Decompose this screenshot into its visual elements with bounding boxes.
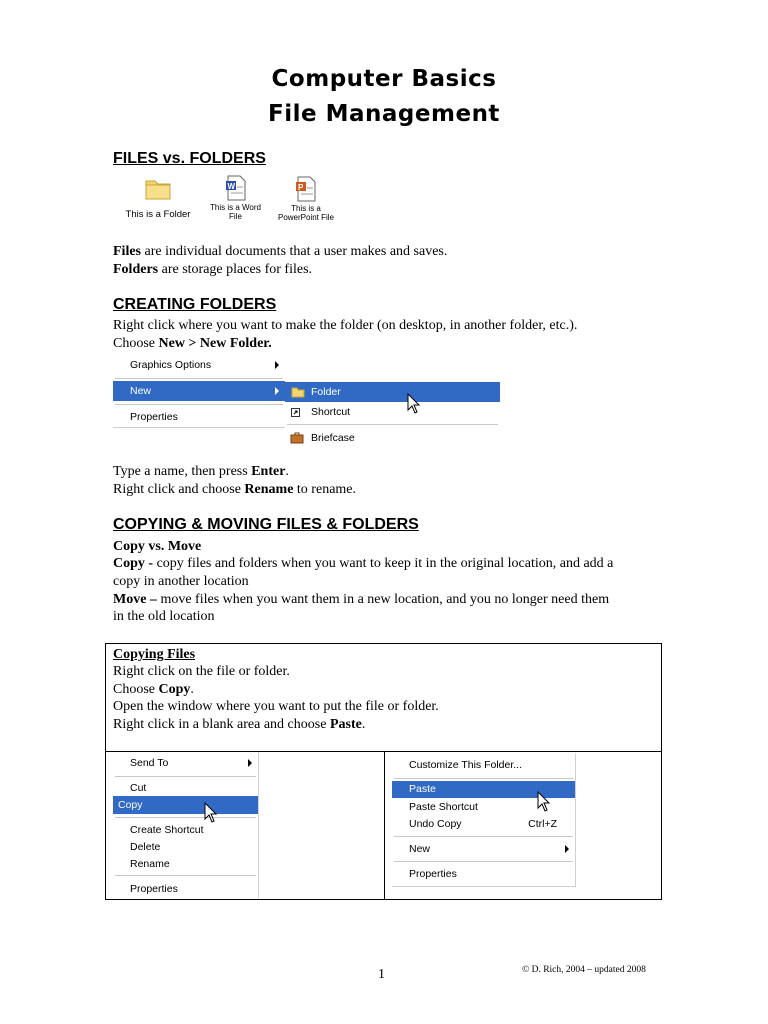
undo-shortcut-label: Ctrl+Z	[528, 818, 557, 830]
powerpoint-file-label: This is a PowerPoint File	[277, 204, 335, 222]
copy-step-2: Choose Copy.	[113, 682, 194, 697]
menu-bottom-edge	[113, 427, 285, 428]
menu-item-copy[interactable]: Copy	[113, 796, 258, 814]
folder-item[interactable]	[120, 174, 196, 219]
menu-separator	[287, 424, 498, 425]
chevron-right-icon	[275, 361, 279, 369]
shortcut-icon	[291, 408, 301, 418]
page-number: 1	[378, 967, 385, 982]
menu-item-customize-folder[interactable]: Customize This Folder...	[409, 759, 523, 771]
files-definition: Files are individual documents that a user makes and saves.	[113, 244, 448, 259]
move-definition-cont: in the old location	[113, 609, 215, 624]
type-name-instruction: Type a name, then press Enter.	[113, 464, 289, 479]
mouse-pointer-icon	[537, 791, 551, 813]
submenu-item-briefcase[interactable]: Briefcase	[285, 428, 500, 448]
move-definition: Move – move files when you want them in a new location, and you no longer need them	[113, 592, 610, 607]
mouse-pointer-icon	[204, 802, 218, 824]
menu-separator	[394, 836, 573, 837]
copy-definition: Copy - copy files and folders when you want to keep it in the original location, and add a	[113, 556, 614, 571]
menu-item-create-shortcut[interactable]: Create Shortcut	[130, 824, 204, 836]
folders-definition: Folders are storage places for files.	[113, 262, 313, 277]
title-line-1: Computer Basics	[271, 66, 497, 92]
briefcase-icon	[290, 432, 304, 444]
title-line-2: File Management	[268, 101, 500, 127]
copying-files-heading: Copying Files	[113, 647, 196, 662]
context-menu-paste	[392, 754, 576, 887]
folder-label: This is a Folder	[125, 209, 191, 220]
context-menu-new	[113, 354, 285, 428]
powerpoint-file-item[interactable]	[276, 176, 336, 222]
submenu-item-folder[interactable]: Folder	[285, 382, 500, 402]
menu-separator	[115, 875, 256, 876]
menu-item-properties[interactable]: Properties	[409, 868, 457, 880]
copy-step-1: Right click on the file or folder.	[113, 664, 290, 679]
menu-separator	[115, 776, 256, 777]
menu-item-properties[interactable]: Properties	[130, 411, 178, 423]
heading-copying-moving: COPYING & MOVING FILES & FOLDERS	[113, 516, 419, 533]
powerpoint-file-icon	[294, 176, 318, 202]
word-file-label: This is a Word File	[210, 203, 261, 221]
menu-item-graphics-options[interactable]: Graphics Options	[113, 355, 285, 375]
menu-separator	[394, 778, 573, 779]
copy-step-3: Open the window where you want to put the file or folder.	[113, 699, 439, 714]
heading-files-folders: FILES vs. FOLDERS	[113, 150, 266, 167]
creating-instruction-1: Right click where you want to make the folder (on desktop, in another folder, etc.).	[113, 318, 578, 333]
menu-item-rename[interactable]: Rename	[130, 858, 170, 870]
menu-item-new[interactable]: New	[392, 839, 575, 859]
word-file-icon	[224, 175, 248, 201]
folder-icon	[291, 386, 305, 398]
menu-item-cut[interactable]: Cut	[130, 782, 147, 794]
menu-item-delete[interactable]: Delete	[130, 841, 161, 853]
footer-credit: © D. Rich, 2004 – updated 2008	[522, 965, 646, 975]
context-menu-copy	[113, 752, 259, 898]
mouse-pointer-icon	[407, 393, 421, 415]
copy-vs-move-subheading: Copy vs. Move	[113, 539, 202, 554]
menu-separator	[115, 378, 283, 379]
copy-definition-cont: copy in another location	[113, 574, 249, 589]
chevron-right-icon	[565, 845, 569, 853]
folder-icon	[143, 174, 173, 202]
box-column-divider	[384, 751, 385, 899]
chevron-right-icon	[248, 759, 252, 767]
menu-item-undo-copy[interactable]: Undo Copy Ctrl+Z	[392, 814, 575, 834]
submenu-new	[285, 380, 500, 446]
chevron-right-icon	[275, 387, 279, 395]
word-file-item[interactable]	[208, 175, 263, 221]
menu-item-paste-shortcut[interactable]: Paste Shortcut	[409, 801, 478, 813]
menu-separator	[394, 861, 573, 862]
menu-item-new[interactable]: New	[113, 381, 285, 401]
submenu-item-shortcut[interactable]: Shortcut	[285, 402, 500, 422]
menu-item-send-to[interactable]: Send To	[113, 753, 258, 773]
svg-text:P: P	[298, 183, 304, 192]
rename-instruction: Right click and choose Rename to rename.	[113, 482, 357, 497]
creating-instruction-2: Choose New > New Folder.	[113, 336, 272, 351]
menu-separator	[115, 404, 283, 405]
heading-creating-folders: CREATING FOLDERS	[113, 296, 277, 313]
svg-text:W: W	[227, 182, 235, 191]
copy-step-4: Right click in a blank area and choose Paste.	[113, 717, 366, 732]
menu-item-paste[interactable]: Paste	[392, 781, 575, 798]
menu-item-properties[interactable]: Properties	[130, 883, 178, 895]
menu-separator	[115, 817, 256, 818]
